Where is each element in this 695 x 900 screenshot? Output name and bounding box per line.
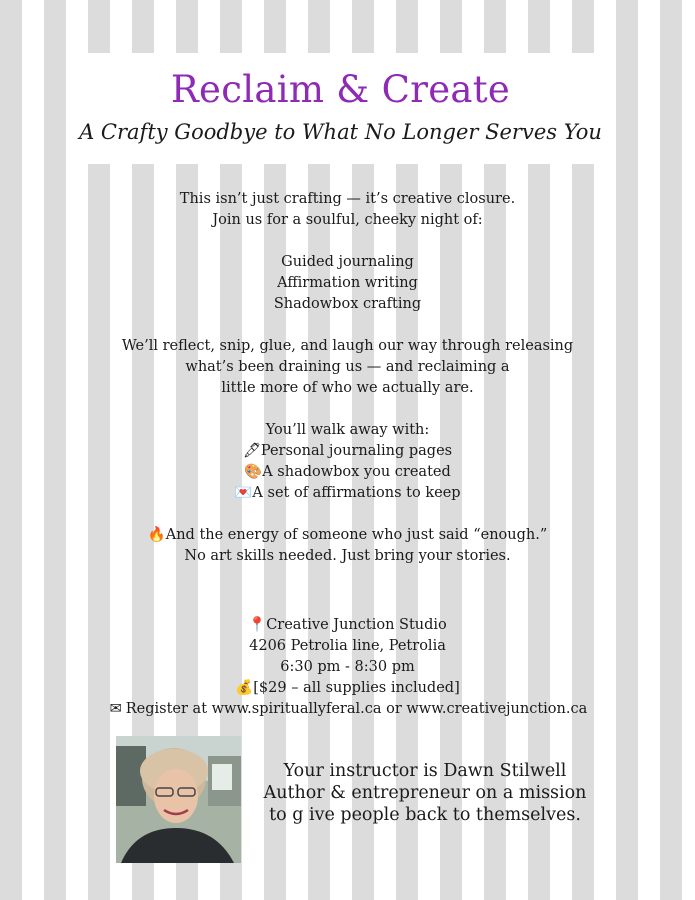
flyer-body <box>0 189 695 567</box>
page-subtitle: A Crafty Goodbye to What No Longer Serves You <box>79 120 602 144</box>
takeaway-item: 💌A set of affirmations to keep <box>0 483 695 504</box>
event-details <box>0 615 695 720</box>
venue: 📍Creative Junction Studio <box>0 615 695 636</box>
love-letter-icon: 💌 <box>234 485 253 501</box>
pin-icon: 📍 <box>248 617 267 633</box>
register-line: ✉ Register at www.spirituallyferal.ca or www.creativejunction.ca <box>0 699 695 720</box>
fire-icon: 🔥 <box>147 527 166 543</box>
page-title: Reclaim & Create <box>170 68 511 111</box>
activity-item: Shadowbox crafting <box>273 296 422 312</box>
activity-item: Guided journaling <box>281 254 414 270</box>
envelope-icon: ✉ <box>109 701 122 717</box>
instructor-tagline: to g ive people back to themselves. <box>269 805 581 825</box>
address: 4206 Petrolia line, Petrolia <box>249 638 446 654</box>
takeaways-heading: You’ll walk away with: <box>265 422 430 438</box>
intro-line: Join us for a soulful, cheeky night of: <box>212 212 483 228</box>
title-banner <box>70 53 611 164</box>
intro-line: This isn’t just crafting — it’s creative closure. <box>179 191 516 207</box>
palette-icon: 🎨 <box>244 464 263 480</box>
description-line: little more of who we actually are. <box>221 380 474 396</box>
takeaway-item: 🖋Personal journaling pages <box>0 441 695 462</box>
pen-icon: 🖋 <box>242 443 262 459</box>
description-line: We’ll reflect, snip, glue, and laugh our way through releasing <box>121 338 574 354</box>
instructor-name: Your instructor is Dawn Stilwell <box>283 761 567 781</box>
event-time: 6:30 pm - 8:30 pm <box>280 659 415 675</box>
instructor-photo <box>116 736 241 863</box>
money-bag-icon: 💰 <box>235 680 254 696</box>
closing-line: 🔥And the energy of someone who just said “enough.” <box>0 525 695 546</box>
closing-line: No art skills needed. Just bring your stories. <box>184 548 511 564</box>
instructor-tagline: Author & entrepreneur on a mission <box>263 783 587 803</box>
takeaway-item: 🎨A shadowbox you created <box>0 462 695 483</box>
description-line: what’s been draining us — and reclaiming a <box>185 359 510 375</box>
price: 💰[$29 – all supplies included] <box>0 678 695 699</box>
activity-item: Affirmation writing <box>277 275 418 291</box>
instructor-info <box>250 760 600 826</box>
